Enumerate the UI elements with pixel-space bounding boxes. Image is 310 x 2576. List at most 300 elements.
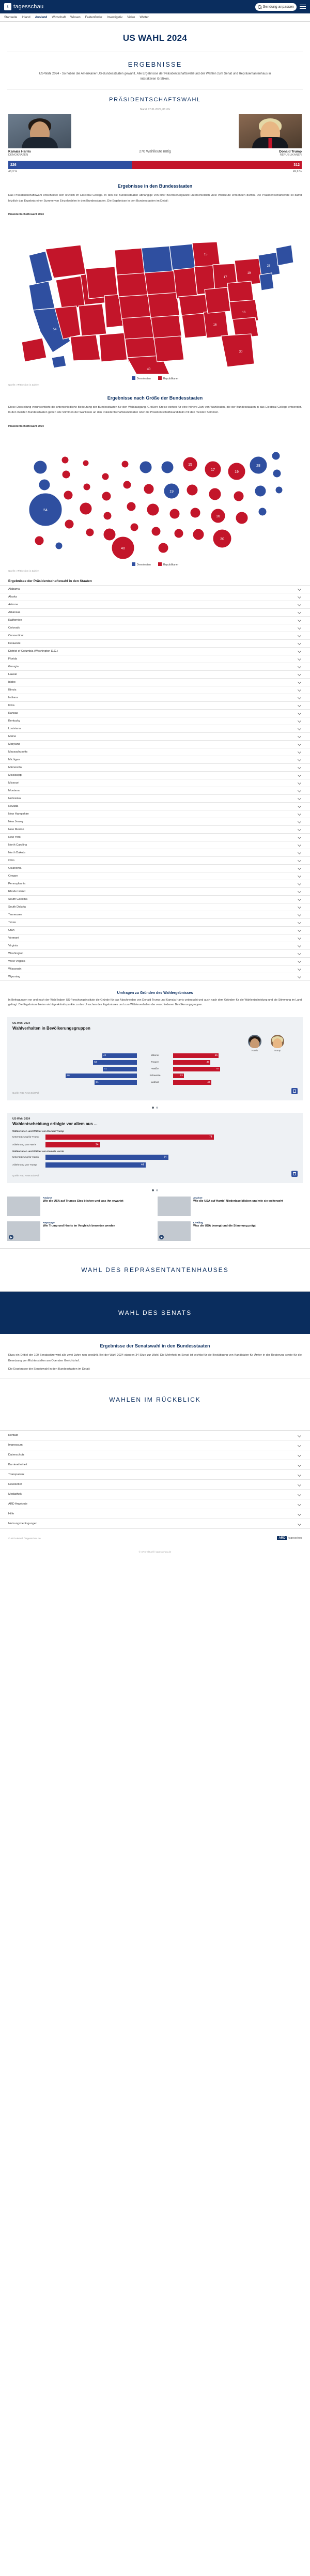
state-name: Arizona [8, 603, 18, 606]
chart1-title: Wahlverhalten in Bevölkerungsgruppen [12, 1026, 90, 1031]
share-button[interactable] [291, 1088, 298, 1094]
chart2-bar [45, 1134, 214, 1140]
logo-mark: t [4, 3, 11, 10]
chart-card-wahlentscheidung[interactable] [7, 1113, 303, 1183]
banner-senate[interactable]: WAHL DES SENATS [0, 1291, 310, 1334]
footer-link[interactable] [0, 1470, 310, 1480]
chevron-down-icon [298, 1453, 301, 1457]
chevron-down-icon [298, 1512, 301, 1516]
state-row[interactable] [0, 934, 310, 942]
bar-harris [103, 1067, 137, 1071]
state-row[interactable] [0, 702, 310, 710]
ard-text-label: tagesschau [288, 1537, 302, 1540]
state-row[interactable] [0, 911, 310, 919]
teaser-item[interactable] [7, 1221, 152, 1241]
chevron-down-icon [298, 858, 301, 862]
chevron-down-icon [298, 944, 301, 947]
teaser-item[interactable] [7, 1197, 152, 1216]
bar-trump [173, 1060, 210, 1065]
teaser-image [7, 1221, 40, 1241]
candidate-photo-harris [8, 114, 71, 148]
ard-box-label: ARD [277, 1536, 287, 1540]
state-name: Hawaii [8, 672, 17, 676]
teaser-image [158, 1197, 191, 1216]
state-name: North Carolina [8, 843, 27, 847]
state-name: Maryland [8, 742, 21, 746]
state-row[interactable] [0, 601, 310, 609]
state-name: Missouri [8, 781, 19, 785]
nav-item-ausland[interactable]: Ausland [35, 16, 48, 19]
state-name: Delaware [8, 641, 21, 645]
carousel-dots-2[interactable] [0, 1187, 310, 1191]
bar-value: 41 [104, 1068, 107, 1071]
state-row[interactable] [0, 756, 310, 764]
chevron-down-icon [298, 626, 301, 630]
chevron-down-icon [298, 603, 301, 606]
chevron-down-icon [298, 610, 301, 614]
chevron-down-icon [298, 827, 301, 831]
state-name: South Carolina [8, 897, 28, 901]
chart2-row [12, 1155, 298, 1160]
chevron-down-icon [298, 641, 301, 645]
state-name: Rhode Island [8, 890, 25, 893]
electoral-bar [0, 157, 310, 174]
bar-value: 86 [67, 1075, 70, 1078]
chevron-down-icon [298, 820, 301, 823]
svg-text:40: 40 [121, 546, 125, 550]
state-name: District of Columbia (Washington D.C.) [8, 649, 58, 653]
chevron-down-icon [298, 727, 301, 730]
state-name: Michigan [8, 758, 20, 761]
state-row[interactable] [0, 686, 310, 694]
state-row[interactable] [0, 679, 310, 686]
search-input[interactable] [255, 3, 297, 11]
state-row[interactable] [0, 834, 310, 841]
chevron-down-icon [298, 657, 301, 661]
electoral-block-heading: Ergebnisse in den Bundesstaaten [117, 183, 193, 189]
map-source-1: Quelle: AP/Election in Zahlen [8, 384, 39, 387]
chevron-down-icon [298, 913, 301, 916]
chart1-category: Frauen [151, 1061, 159, 1064]
play-icon [159, 1235, 164, 1239]
state-row[interactable] [0, 710, 310, 717]
svg-text:19: 19 [235, 470, 239, 474]
chart2-category: Ablehnung von Trump [12, 1163, 37, 1167]
state-name: Wisconsin [8, 967, 22, 971]
banner-house[interactable]: WAHL DES REPRÄSENTANTENHAUSES [0, 1248, 310, 1291]
chevron-down-icon [298, 936, 301, 940]
ard-logo[interactable] [277, 1536, 302, 1540]
state-name: Colorado [8, 626, 20, 630]
menu-icon[interactable] [300, 5, 306, 9]
bar-harris [66, 1074, 137, 1078]
state-row[interactable] [0, 764, 310, 772]
state-name: Iowa [8, 703, 14, 707]
bar-value: 24 [96, 1143, 99, 1147]
footer-link-label: Mediathek [8, 1493, 22, 1496]
teaser-item[interactable] [158, 1197, 303, 1216]
state-row[interactable] [0, 640, 310, 648]
state-name: Indiana [8, 696, 18, 699]
footer-link[interactable] [0, 1509, 310, 1519]
chevron-down-icon [298, 1483, 301, 1486]
state-row[interactable] [0, 787, 310, 795]
state-name: Oklahoma [8, 866, 22, 870]
state-row[interactable] [0, 648, 310, 655]
state-name: Texas [8, 921, 16, 924]
svg-text:19: 19 [169, 489, 174, 494]
nav-item-wetter[interactable]: Wetter [140, 16, 149, 19]
svg-text:54: 54 [53, 328, 57, 332]
state-row[interactable] [0, 919, 310, 927]
footer-link[interactable] [0, 1480, 310, 1490]
state-name: Ohio [8, 858, 14, 862]
bar-trump [173, 1067, 220, 1071]
teaser-kicker: Analyse [43, 1197, 52, 1200]
chart2-row [12, 1134, 298, 1140]
chart2-bars [12, 1130, 298, 1168]
us-map-choropleth[interactable] [8, 219, 302, 374]
bar-value: 51 [96, 1081, 99, 1084]
chart1-category: Latinos [151, 1081, 159, 1084]
size-block [0, 386, 310, 422]
size-block-heading: Ergebnisse nach Größe der Bundesstaaten [107, 395, 203, 401]
chart2-footer [12, 1171, 298, 1177]
chevron-down-icon [298, 1444, 301, 1447]
chevron-down-icon [298, 897, 301, 901]
state-row[interactable] [0, 942, 310, 950]
chart2-kicker: US-Wahl 2024 [12, 1117, 30, 1121]
svg-text:30: 30 [220, 537, 224, 541]
state-row[interactable] [0, 803, 310, 810]
svg-text:28: 28 [256, 464, 260, 468]
banner-retro[interactable]: WAHLEN IM RÜCKBLICK [0, 1378, 310, 1421]
bar-value: 42 [103, 1054, 106, 1057]
footer-bottom [0, 1529, 310, 1551]
state-name: Vermont [8, 936, 19, 940]
state-name: Kentucky [8, 719, 21, 723]
nav-item-video[interactable]: Video [127, 16, 135, 19]
footer-link[interactable] [0, 1460, 310, 1470]
chevron-down-icon [298, 928, 301, 932]
bar-value: 74 [209, 1136, 212, 1139]
state-name: Florida [8, 657, 18, 661]
chevron-down-icon [298, 634, 301, 637]
candidate-photo-trump [239, 114, 302, 148]
chart2-bar [45, 1162, 146, 1168]
chevron-down-icon [298, 804, 301, 808]
svg-text:16: 16 [242, 311, 246, 315]
senate-block-text-2: Die Ergebnisse der Senatswahl in den Bundesstaaten im Detail: [8, 1367, 90, 1371]
svg-text:28: 28 [267, 265, 271, 268]
candidate-party-trump: REPUBLIKANER [280, 154, 302, 157]
state-row[interactable] [0, 826, 310, 834]
chevron-down-icon [298, 959, 301, 963]
state-row[interactable] [0, 841, 310, 849]
svg-text:30: 30 [239, 350, 243, 354]
state-row[interactable] [0, 958, 310, 965]
chart1-category: Schwarze [149, 1075, 161, 1078]
state-row[interactable] [0, 663, 310, 671]
state-name: Alaska [8, 595, 17, 599]
footer-copyright: © ARD-aktuell / tagesschau.de [8, 1537, 41, 1540]
state-row[interactable] [0, 593, 310, 601]
chevron-down-icon [298, 921, 301, 924]
cartogram-svg [8, 431, 302, 560]
bar-value: 55 [214, 1054, 218, 1057]
presidential-heading: PRÄSIDENTSCHAFTSWAHL [109, 97, 201, 103]
state-row[interactable] [0, 671, 310, 679]
chevron-down-icon [298, 812, 301, 816]
site-logo[interactable] [4, 3, 43, 10]
bar-trump [173, 1053, 219, 1058]
state-row[interactable] [0, 950, 310, 958]
chevron-down-icon [298, 734, 301, 738]
teaser-headline: Was die USA bewegt und die Stimmung prägt [193, 1224, 256, 1228]
footer-link-label: Impressum [8, 1444, 23, 1447]
chevron-down-icon [298, 1502, 301, 1506]
chevron-down-icon [298, 696, 301, 699]
map-legend-1 [0, 374, 310, 381]
state-name: West Virginia [8, 959, 25, 963]
state-row[interactable] [0, 725, 310, 733]
state-row[interactable] [0, 896, 310, 903]
candidate-harris [8, 114, 71, 157]
surveys-intro: In Befragungen vor und nach der Wahl haben US-Forschungsinstitute die Gründe für das Abschneiden von Donald Trump und Kamala Harris untersucht und auch nach dem Gründen für die Wahlentscheidung und die Stimmung im Land gefragt. Die Ergebnisse bieten wichtige Anhaltspunkte zu den Ursachen des Ergebnisses und zum Wählerverhalten der verschiedenen Bevölkerungsgruppen. [8, 998, 302, 1007]
us-map-cartogram[interactable] [8, 431, 302, 560]
footer-link[interactable] [0, 1519, 310, 1529]
nav-item-faktenfinder[interactable]: Faktenfinder [85, 16, 103, 19]
states-list [0, 585, 310, 981]
state-name: Idaho [8, 680, 16, 684]
state-row[interactable] [0, 973, 310, 981]
senate-block-heading: Ergebnisse der Senatswahl in den Bundesstaaten [100, 1343, 210, 1349]
svg-text:40: 40 [147, 368, 151, 372]
state-name: Nebraska [8, 796, 21, 800]
teaser-kicker: Liveblog [193, 1221, 203, 1224]
chart1-row [12, 1067, 298, 1071]
state-name: Virginia [8, 944, 18, 947]
states-heading: Ergebnisse der Präsidentschaftswahl in den Staaten [8, 579, 92, 583]
state-row[interactable] [0, 857, 310, 865]
state-name: Alabama [8, 587, 20, 591]
chart1-category: Männer [150, 1054, 160, 1057]
chevron-down-icon [298, 742, 301, 746]
footer-link-label: ARD Angebote [8, 1502, 28, 1506]
surveys-heading: Umfragen zu Gründen des Wahlergebnisses [117, 991, 193, 995]
chart2-group-label: Wählerinnen und Wähler von Kamala Harris [12, 1151, 64, 1154]
teaser-image [158, 1221, 191, 1241]
senate-block [0, 1334, 310, 1378]
state-row[interactable] [0, 779, 310, 787]
state-row[interactable] [0, 927, 310, 934]
chevron-down-icon [298, 874, 301, 878]
bar-value: 44 [141, 1163, 144, 1167]
chevron-down-icon [298, 711, 301, 715]
chevron-down-icon [298, 688, 301, 692]
svg-text:17: 17 [223, 276, 227, 280]
footer-link[interactable] [0, 1450, 310, 1460]
footer-link-label: Barrierefreiheit [8, 1463, 27, 1467]
state-row[interactable] [0, 810, 310, 818]
map-source-2: Quelle: AP/Election in Zahlen [8, 569, 39, 572]
state-name: Oregon [8, 874, 18, 878]
chevron-down-icon [298, 672, 301, 676]
chevron-down-icon [298, 967, 301, 971]
chevron-down-icon [298, 781, 301, 785]
state-row[interactable] [0, 585, 310, 593]
map-legend-2 [0, 560, 310, 568]
chart2-category: Unterstützung für Harris [12, 1156, 39, 1159]
search-icon [258, 5, 261, 9]
state-row[interactable] [0, 865, 310, 872]
chart2-bar [45, 1142, 100, 1147]
bar-value: 13 [180, 1075, 183, 1078]
electoral-threshold [74, 150, 236, 157]
candidate-trump [239, 114, 302, 157]
state-row[interactable] [0, 888, 310, 896]
chart-card-wahlverhalten[interactable] [7, 1017, 303, 1100]
teaser-kicker: Reportage [43, 1221, 55, 1224]
bar-value: 46 [207, 1081, 210, 1084]
state-name: Utah [8, 928, 14, 932]
chevron-down-icon [298, 703, 301, 707]
search-label: Sendung anpassen [262, 5, 294, 9]
legend-dem-2: Demokraten [132, 562, 151, 566]
chevron-down-icon [298, 789, 301, 792]
chart2-title: Wahlentscheidung erfolgte vor allem aus ... [12, 1122, 98, 1127]
chevron-down-icon [298, 1473, 301, 1477]
bar-trump: 312 [132, 161, 302, 169]
carousel-dots-1[interactable] [0, 1105, 310, 1109]
state-row[interactable] [0, 655, 310, 663]
state-row[interactable] [0, 694, 310, 702]
footer-link[interactable] [0, 1490, 310, 1499]
teaser-item[interactable] [158, 1221, 303, 1241]
svg-text:54: 54 [43, 508, 48, 512]
bar-harris [95, 1080, 137, 1085]
footer-link-label: Kontakt [8, 1434, 18, 1437]
threshold-label: 270 Wahlleute nötig [139, 150, 171, 154]
chevron-down-icon [298, 1493, 301, 1496]
state-row[interactable] [0, 903, 310, 911]
footer-link[interactable] [0, 1440, 310, 1450]
nav-item-inland[interactable]: Inland [22, 16, 30, 19]
chart1-footer [12, 1088, 298, 1094]
chevron-down-icon [298, 890, 301, 893]
state-name: Georgia [8, 665, 19, 668]
state-row[interactable] [0, 609, 310, 617]
state-row[interactable] [0, 632, 310, 640]
bar-harris [102, 1053, 137, 1058]
bar-value: 45 [206, 1061, 209, 1064]
teaser-grid [0, 1191, 310, 1248]
state-row[interactable] [0, 818, 310, 826]
play-icon [9, 1235, 13, 1239]
state-name: Mississippi [8, 773, 23, 777]
main-nav [0, 13, 310, 22]
chevron-down-icon [298, 851, 301, 854]
chart1-row [12, 1080, 298, 1085]
state-name: South Dakota [8, 905, 26, 909]
bar-trump [173, 1080, 211, 1085]
chart2-row [12, 1162, 298, 1168]
state-row[interactable] [0, 872, 310, 880]
state-row[interactable] [0, 717, 310, 725]
footer-link[interactable] [0, 1499, 310, 1509]
chevron-down-icon [298, 905, 301, 909]
nav-item-wirtschaft[interactable]: Wirtschaft [52, 16, 66, 19]
footer-link[interactable] [0, 1431, 310, 1440]
state-name: New York [8, 835, 21, 839]
state-name: Louisiana [8, 727, 21, 730]
chevron-down-icon [298, 595, 301, 599]
electoral-block [0, 174, 310, 210]
state-row[interactable] [0, 772, 310, 779]
legend-rep-2: Republikaner [158, 562, 178, 566]
bar-harris: 226 [8, 161, 132, 169]
chart1-kicker: US-Wahl 2024 [12, 1022, 30, 1025]
chevron-down-icon [298, 952, 301, 955]
bar-trump [173, 1074, 184, 1078]
state-row[interactable] [0, 741, 310, 748]
state-row[interactable] [0, 880, 310, 888]
nav-item-wissen[interactable]: Wissen [70, 16, 81, 19]
bar-value: 54 [164, 1156, 167, 1159]
state-row[interactable] [0, 624, 310, 632]
chevron-down-icon [298, 587, 301, 591]
state-row[interactable] [0, 965, 310, 973]
chevron-down-icon [298, 618, 301, 622]
state-name: New Hampshire [8, 812, 29, 816]
footer [0, 1430, 310, 1561]
bar-value: 53 [94, 1061, 97, 1064]
share-button[interactable] [291, 1171, 298, 1177]
candidate-name-trump: Donald Trump [279, 150, 302, 154]
page-title: US WAHL 2024 [122, 33, 188, 43]
legend-dem: Demokraten [132, 376, 151, 380]
state-name: Tennessee [8, 913, 23, 916]
chevron-down-icon [298, 1434, 301, 1437]
nav-item-startseite[interactable]: Startseite [4, 16, 18, 19]
state-row[interactable] [0, 617, 310, 624]
chevron-down-icon [298, 758, 301, 761]
chart1-legend [12, 1035, 298, 1052]
nav-item-investigativ[interactable]: Investigativ [107, 16, 123, 19]
size-block-text: Diese Darstellung verunsichtlicht die unterschiedliche Bedeutung der Bundesstaaten für den Wahlausgang. Größere Kreise stehen für eine höhere Zahl von Wahlleuten, die der Bundesstaaten in das Electoral College entsendet. In den meisten Bundesstaaten gehen alle Stimmen der Wahlleute an den Präsidentschaftskandidaten oder die Präsidentschaftskandidatin mit den meisten Stimmen. [8, 406, 302, 415]
footer-link-label: Transparenz [8, 1473, 25, 1477]
footer-link-label: Hilfe [8, 1512, 14, 1516]
state-row[interactable] [0, 849, 310, 857]
chart2-source: Quelle: NBC News Exit Poll [12, 1174, 39, 1177]
teaser-row [7, 1221, 303, 1241]
state-name: Maine [8, 734, 17, 738]
svg-text:15: 15 [204, 253, 208, 257]
state-row[interactable] [0, 795, 310, 803]
chart2-category: Unterstützung für Trump [12, 1136, 39, 1139]
state-row[interactable] [0, 748, 310, 756]
candidates-row [0, 114, 310, 157]
state-row[interactable] [0, 733, 310, 741]
state-name: Connecticut [8, 634, 24, 637]
chart1-category: Weiße [151, 1068, 159, 1071]
footer-link-label: Datenschutz [8, 1453, 25, 1457]
map-title-1: Präsidentschaftswahl 2024 [8, 213, 44, 217]
chevron-down-icon [298, 796, 301, 800]
state-name: Pennsylvania [8, 882, 26, 885]
chart1-row [12, 1053, 298, 1058]
state-name: Massachusetts [8, 750, 28, 754]
